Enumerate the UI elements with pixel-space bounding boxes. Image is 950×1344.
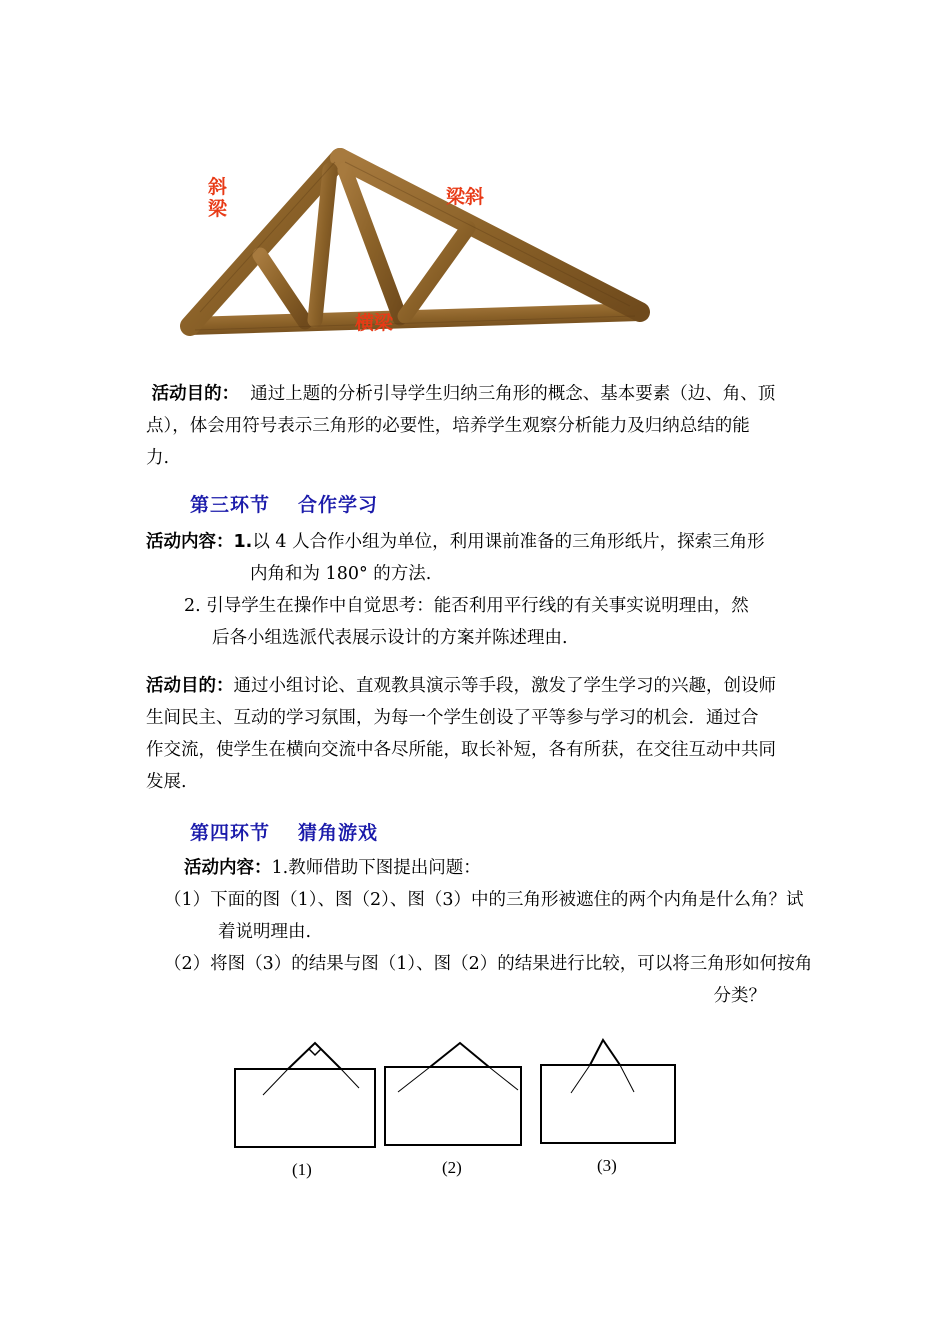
activity-content-label: 活动内容： bbox=[146, 532, 234, 552]
section-4-heading: 第四环节 猜角游戏 bbox=[190, 822, 379, 844]
figure-1-label: (1) bbox=[292, 1160, 312, 1179]
truss-label-cross-beam: 横梁 bbox=[355, 312, 394, 334]
truss-web-4 bbox=[405, 228, 468, 316]
activity-purpose-paragraph-1: 活动目的： 通过上题的分析引导学生归纳三角形的概念、基本要素（边、角、顶 点），体会用符号表示三角形的必要性，培养学生观察分析能力及归纳总结的能 力. bbox=[146, 384, 776, 468]
activity-content-paragraph-3: 活动内容：1.以 4 人合作小组为单位，利用课前准备的三角形纸片，探索三角形 内角和为 180° 的方法. 2. 引导学生在操作中自觉思考：能否利用平行线的有关事实说明理由，然 后各小组选派代表展示设计的方案并陈述理由. bbox=[146, 532, 765, 648]
figure-1-right-angle-triangle bbox=[235, 1043, 375, 1147]
activity-content-paragraph-4: 活动内容：1.教师借助下图提出问题： （1）下面的图（1）、图（2）、图（3）中的三角形被遮住的两个内角是什么角？试 着说明理由. （2）将图（3）的结果与图（1）、图（2）的结果进行比较，可以将三角形如何按角 分类？ bbox=[164, 858, 813, 1006]
activity-purpose-label: 活动目的： bbox=[146, 676, 234, 696]
truss-label-slanted-beam: 斜 梁 bbox=[208, 176, 228, 220]
activity-purpose-label: 活动目的： bbox=[151, 384, 240, 404]
truss-web-1 bbox=[260, 255, 305, 322]
activity-content-label: 活动内容： bbox=[184, 858, 272, 878]
roof-truss-illustration bbox=[0, 0, 950, 350]
figure-3-label: (3) bbox=[597, 1156, 617, 1175]
activity-purpose-paragraph-3: 活动目的：通过小组讨论、直观教具演示等手段，激发了学生学习的兴趣，创设师 生间民主、互动的学习氛围，为每一个学生创设了平等参与学习的机会．通过合 作交流，使学生在横向交流中各尽所能，取长补短，各有所获，在交往互动中共同 发展. bbox=[146, 676, 776, 792]
figure-3-acute-angle-triangle bbox=[541, 1040, 675, 1143]
hidden-angle-figures bbox=[0, 1030, 950, 1160]
figure-2-label: (2) bbox=[442, 1158, 462, 1177]
truss-label-beam-slanted: 梁斜 bbox=[446, 186, 485, 208]
section-3-heading: 第三环节 合作学习 bbox=[190, 494, 379, 516]
figure-2-obtuse-angle-triangle bbox=[385, 1043, 521, 1145]
